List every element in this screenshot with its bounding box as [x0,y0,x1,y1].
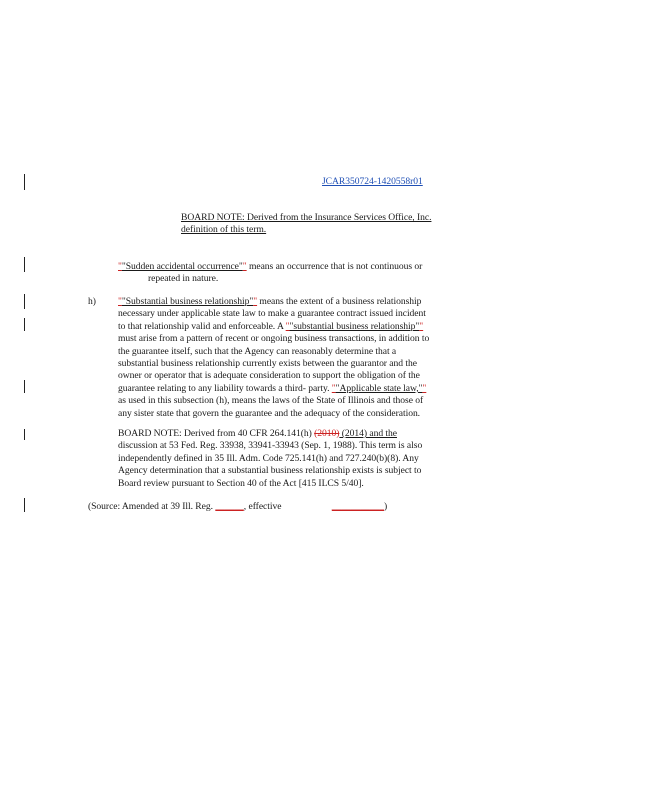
document-code[interactable]: JCAR350724-1420558r01 [322,176,423,187]
insert-mark: " [253,296,258,307]
definition-line [118,321,478,333]
item-label: h) [88,296,96,307]
definition-line [118,296,478,308]
revision-bar [24,318,25,331]
source-text: ) [384,501,388,512]
source-text: (Source: Amended at 39 Ill. Reg. [88,501,216,512]
definition-text: substantial business relationship currently exists between the guarantor and the [118,358,417,370]
definition-text: any sister state that govern the guarantee and the adequacy of the consideration. [118,407,421,419]
deleted-text: (2010) [314,428,340,439]
revision-bar [24,380,25,393]
definition-text: guarantee relating to any liability towards a third- party. [118,382,332,394]
board-note-line: definition of this term. [181,224,267,236]
board-note-line [118,428,478,440]
revision-bar [24,429,25,440]
insert-mark: " [419,320,424,332]
revision-bar [24,498,25,512]
board-note-line: BOARD NOTE: Derived from the Insurance Services Office, Inc. [181,212,432,223]
defined-term: "Applicable state law," [335,382,423,394]
revision-bar [24,174,25,190]
source-text: , effective [243,501,284,512]
definition-line [118,395,478,407]
definition-text: necessary under applicable state law to make a guarantee contract issued incident [118,308,426,320]
definition-line [118,346,478,358]
insert-mark: " [118,261,122,272]
board-note-insurance [181,212,431,237]
blank-field: ___________ [331,501,384,512]
insert-mark: " [422,382,427,394]
board-note-text: BOARD NOTE: Derived from 40 CFR 264.141(h) [118,428,315,439]
definition-text: owner or operator that is adequate consideration to support the obligation of the [118,370,420,382]
revision-bar [24,257,25,272]
blank-field: ______ [215,501,244,512]
definition-substantial-relationship [118,296,478,420]
revision-bar [24,294,25,309]
insert-mark: " [118,296,122,307]
definition-line [118,383,478,395]
definition-line [118,261,478,273]
board-note-line: Board review pursuant to Section 40 of the Act [415 ILCS 5/40]. [118,477,364,489]
insert-mark: " [331,382,336,394]
definition-text: must arise from a pattern of recent or ongoing business transactions, in addition to [118,333,430,345]
defined-term: "substantial business relationship" [289,320,420,332]
definition-line [118,308,478,320]
board-note-line: discussion at 53 Fed. Reg. 33938, 33941-33943 (Sep. 1, 1988). This term is also [118,440,423,452]
insert-mark: " [285,320,290,332]
definition-text: means the extent of a business relationship [257,296,422,307]
definition-line [118,358,478,370]
definition-text: means an occurrence that is not continuous or [246,261,423,272]
definition-line [118,333,478,345]
board-note-cfr [118,428,478,490]
definition-line [118,370,478,382]
definition-text: as used in this subsection (h), means the laws of the State of Illinois and those of [118,395,424,407]
defined-term: "Sudden accidental occurrence" [121,261,243,272]
board-note-line: Agency determination that a substantial business relationship exists is subject to [118,465,422,477]
definition-line [118,408,478,420]
definition-sudden-occurrence [118,261,478,286]
definition-text: to that relationship valid and enforceable. A [118,320,286,332]
defined-term: "Substantial business relationship" [121,296,254,307]
definition-line: repeated in nature. [148,273,219,285]
board-note-line: independently defined in 35 Ill. Adm. Code 725.141(h) and 727.240(b)(8). Any [118,452,419,464]
definition-text: the guarantee itself, such that the Agency can reasonably determine that a [118,345,397,357]
inserted-text: (2014) and the [339,428,397,439]
source-line [88,501,387,513]
insert-mark: " [242,261,247,272]
